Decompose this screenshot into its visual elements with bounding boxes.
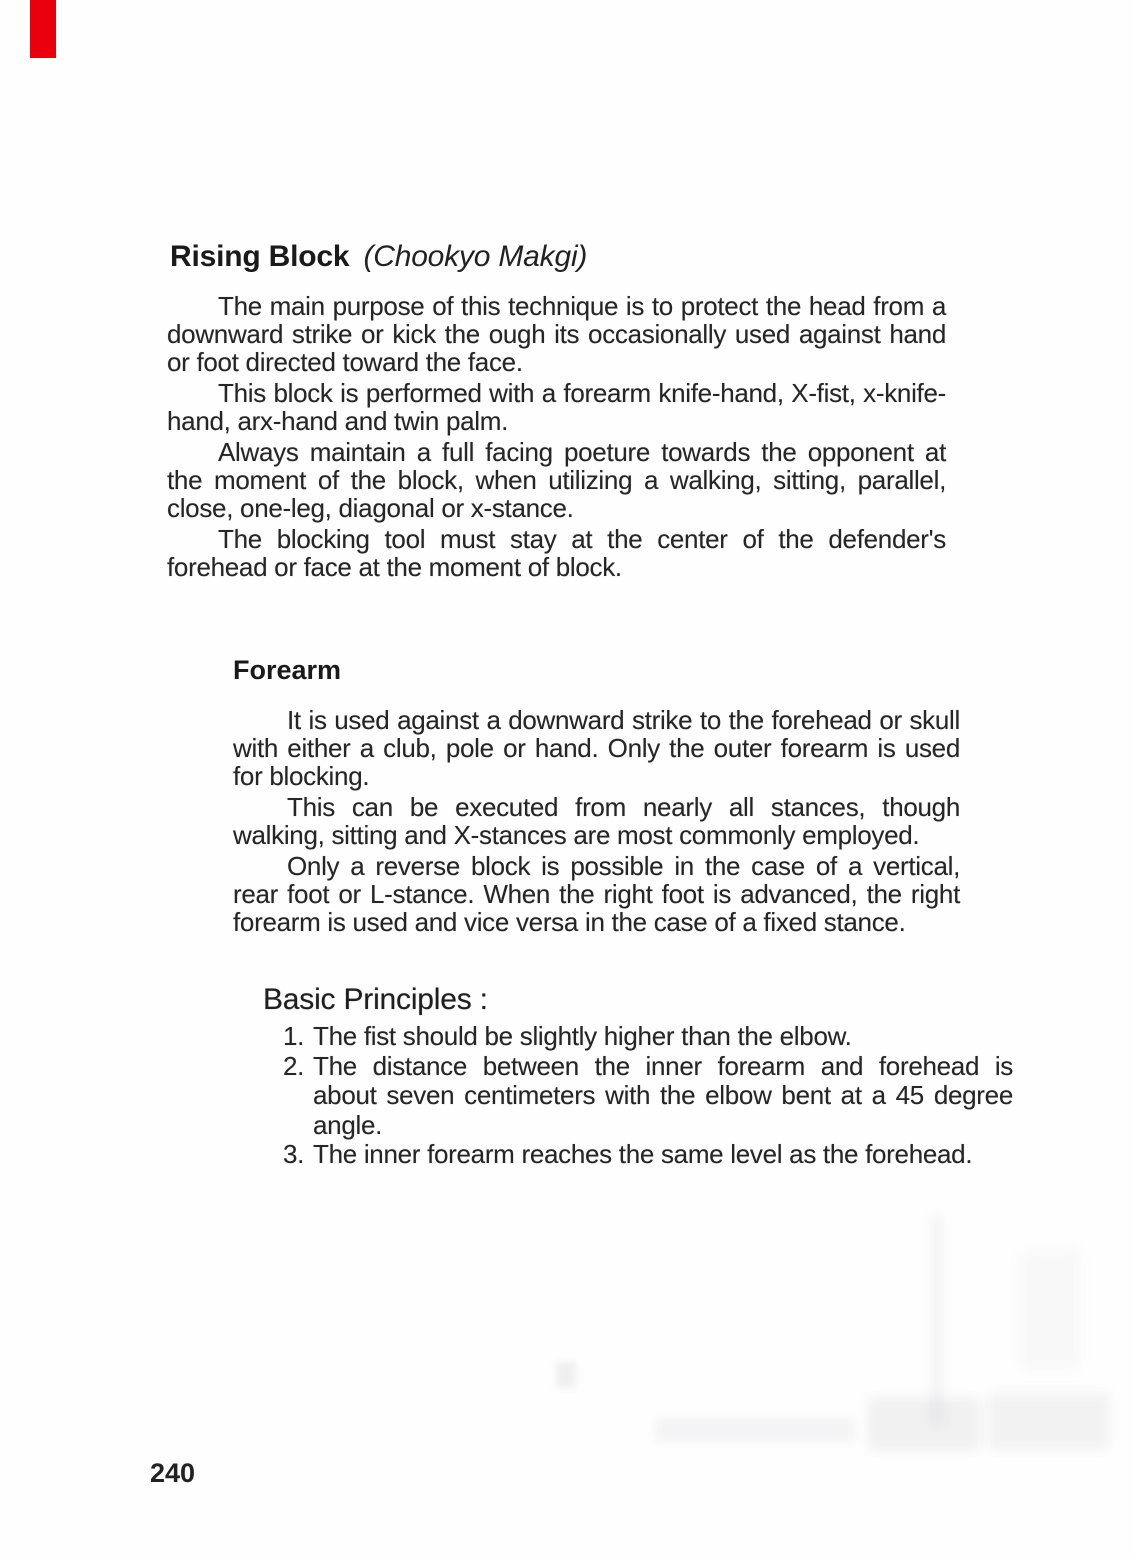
forearm-body [233, 706, 960, 939]
rising-block-body [167, 292, 946, 584]
section-heading-forearm: Forearm [233, 655, 342, 685]
section-heading-basic-principles: Basic Principles : [263, 983, 488, 1016]
bleed-through-smudge [988, 1393, 1110, 1449]
bleed-through-smudge [930, 1215, 944, 1425]
list-item-text: The distance between the inner forearm and forehead is about seven centimeters with the elbow bent at a 45 degree angle. [313, 1050, 1013, 1140]
paragraph: It is used against a downward strike to the forehead or skull with either a club, pole or hand. Only the outer forearm is used for blocking. [233, 705, 960, 791]
list-item [283, 1052, 1013, 1141]
list-item-text: The fist should be slightly higher than the elbow. [313, 1021, 852, 1051]
paragraph: The blocking tool must stay at the center of the defender's forehead or face at the moment of block. [167, 524, 946, 582]
bleed-through-smudge [1020, 1250, 1080, 1370]
list-item-number: 3. [283, 1139, 305, 1169]
list-item-text: The inner forearm reaches the same level as the forehead. [313, 1139, 973, 1169]
paragraph: Only a reverse block is possible in the case of a vertical, rear foot or L-stance. When the right foot is advanced, the right forearm is used and vice versa in the case of a fixed stance. [233, 851, 960, 937]
list-item [283, 1140, 1013, 1170]
heading-bold-text: Rising Block [170, 240, 350, 273]
list-item [283, 1022, 1013, 1052]
bleed-through-smudge [655, 1418, 855, 1442]
list-item-number: 2. [283, 1050, 305, 1081]
paragraph: This block is performed with a forearm knife-hand, X-fist, x-knife-hand, arx-hand and twin palm. [167, 378, 946, 436]
section-heading-rising-block [170, 242, 587, 272]
paragraph: This can be executed from nearly all stances, though walking, sitting and X-stances are most commonly employed. [233, 792, 960, 850]
paragraph: The main purpose of this technique is to protect the head from a downward strike or kick the ough its occasionally used against hand or foot directed toward the face. [167, 291, 946, 377]
bleed-through-smudge [868, 1398, 980, 1450]
page-number: 240 [150, 1458, 196, 1488]
basic-principles-list [283, 1022, 1013, 1170]
red-ink-mark [30, 0, 56, 58]
heading-italic-text: (Chookyo Makgi) [363, 240, 588, 273]
paragraph: Always maintain a full facing poeture towards the opponent at the moment of the block, when utilizing a walking, sitting, parallel, close, one-leg, diagonal or x-stance. [167, 437, 946, 523]
list-item-number: 1. [283, 1021, 305, 1051]
bleed-through-smudge [556, 1362, 576, 1388]
